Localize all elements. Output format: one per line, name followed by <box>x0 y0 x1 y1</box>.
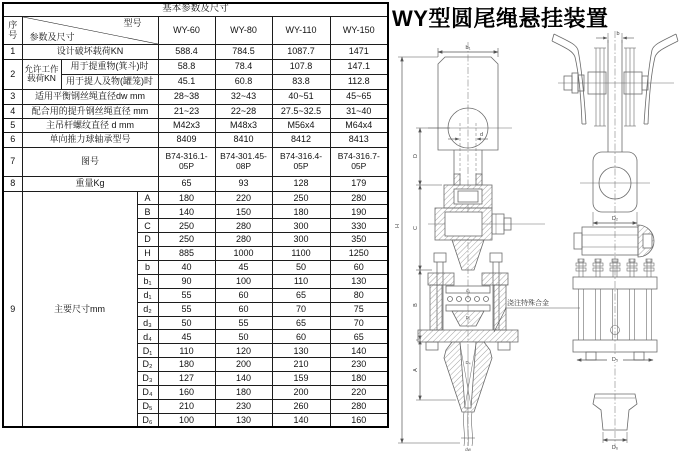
table-cell: 45 <box>215 260 272 274</box>
table-cell: 220 <box>330 385 388 399</box>
table-cell: 230 <box>330 358 388 372</box>
table-cell: M56x4 <box>272 118 330 132</box>
row-no: 6 <box>3 132 22 147</box>
table-cell: D₂ <box>137 358 158 372</box>
header-diagonal-cell <box>22 16 158 44</box>
rope-socket <box>444 342 492 412</box>
table-cell: A <box>137 191 158 205</box>
table-cell: 50 <box>215 330 272 344</box>
rope-tail <box>461 412 475 452</box>
dim-label-d1-inner: d₁ <box>465 288 471 293</box>
table-cell: 50 <box>158 316 215 330</box>
front-view <box>395 42 580 452</box>
dim-label-C: C <box>413 226 419 230</box>
table-cell: 159 <box>272 372 330 386</box>
table-cell: 45.1 <box>158 74 215 89</box>
table-cell: 70 <box>272 302 330 316</box>
row-label: 允许工作载荷KN <box>22 59 61 89</box>
lower-flange <box>418 330 518 342</box>
table-cell: 250 <box>272 191 330 205</box>
row-no: 5 <box>3 118 22 132</box>
table-cell: B74-301.45-08P <box>215 147 272 176</box>
table-cell: 55 <box>158 288 215 302</box>
table-cell: 250 <box>158 219 215 233</box>
header-model-wy60: WY-60 <box>158 16 215 44</box>
table-row <box>3 191 388 205</box>
table-cell: 140 <box>330 344 388 358</box>
table-cell: 140 <box>272 413 330 427</box>
row-label: 配合用的提升钢丝绳直径 mm <box>22 104 158 118</box>
table-cell: 280 <box>215 219 272 233</box>
table-cell: D₃ <box>137 372 158 386</box>
spec-table <box>2 2 389 428</box>
header-model-wy80: WY-80 <box>215 16 272 44</box>
dim-label-dw: dw <box>465 447 471 452</box>
row-sublabel: 用于提人及物(罐笼)时 <box>61 74 158 89</box>
table-cell: 60 <box>215 302 272 316</box>
bottom-flange <box>573 340 657 363</box>
table-cell: 1000 <box>215 247 272 261</box>
table-cell: 140 <box>215 372 272 386</box>
table-row <box>3 104 388 118</box>
table-cell: 8412 <box>272 132 330 147</box>
table-cell: 80 <box>330 288 388 302</box>
table-caption-row <box>3 3 388 16</box>
dim-label-D4-inner: D₄ <box>465 360 471 365</box>
dim-label-D5: D₅ <box>611 357 619 363</box>
table-row <box>3 44 388 59</box>
table-cell: 180 <box>272 205 330 219</box>
table-cell: 8409 <box>158 132 215 147</box>
table-cell: 180 <box>330 372 388 386</box>
table-cell: D <box>137 233 158 247</box>
table-cell: 60 <box>330 260 388 274</box>
table-row <box>3 147 388 176</box>
table-cell: 27.5~32.5 <box>272 104 330 118</box>
table-cell: D₆ <box>137 413 158 427</box>
row-label: 重量Kg <box>22 176 158 191</box>
table-cell: 220 <box>215 191 272 205</box>
header-model-wy150: WY-150 <box>330 16 388 44</box>
table-cell: 22~28 <box>215 104 272 118</box>
table-cell: 179 <box>330 176 388 191</box>
row-no: 3 <box>3 89 22 104</box>
header-model-wy110: WY-110 <box>272 16 330 44</box>
table-cell: 83.8 <box>272 74 330 89</box>
table-row <box>3 176 388 191</box>
table-cell: 280 <box>215 233 272 247</box>
table-cell: 45 <box>158 330 215 344</box>
table-cell: M42x3 <box>158 118 215 132</box>
table-cell: 60 <box>215 288 272 302</box>
table-cell: D₄ <box>137 385 158 399</box>
table-cell: 40 <box>158 260 215 274</box>
table-cell: 588.4 <box>158 44 215 59</box>
table-cell: 65 <box>272 288 330 302</box>
table-row <box>3 59 388 74</box>
row-no: 1 <box>3 44 22 59</box>
table-cell: 130 <box>272 344 330 358</box>
row-label: 适用平衡钢丝绳直径dw mm <box>22 89 158 104</box>
table-cell: B74-316.4-05P <box>272 147 330 176</box>
header-no: 序号 <box>3 16 22 44</box>
table-cell: D₅ <box>137 399 158 413</box>
table-cell: 40~51 <box>272 89 330 104</box>
table-cell: D₁ <box>137 344 158 358</box>
crosshead <box>574 225 654 257</box>
side-view <box>552 31 678 451</box>
table-cell: 260 <box>272 399 330 413</box>
table-cell: 127 <box>158 372 215 386</box>
table-cell: 65 <box>330 330 388 344</box>
dim-label-D: D <box>413 154 419 158</box>
table-cell: 250 <box>158 233 215 247</box>
tapered-shaft <box>452 240 484 270</box>
table-cell: 112.8 <box>330 74 388 89</box>
dim-label-D2: D₂ <box>611 216 619 222</box>
table-cell: 210 <box>272 358 330 372</box>
alloy-annotation <box>494 298 580 332</box>
table-cell: 200 <box>215 358 272 372</box>
table-cell: 1471 <box>330 44 388 59</box>
table-cell: 180 <box>158 358 215 372</box>
table-cell: 160 <box>330 413 388 427</box>
row-no: 8 <box>3 176 22 191</box>
table-cell: 210 <box>158 399 215 413</box>
dim-label-d: d <box>480 132 484 138</box>
dim-rows-body <box>3 191 388 427</box>
dim-label-H: H <box>395 224 401 228</box>
dim-label-b: b <box>616 31 620 37</box>
table-cell: 280 <box>330 191 388 205</box>
page-title: WY型圆尾绳悬挂装置 <box>392 6 609 31</box>
table-cell: 75 <box>330 302 388 316</box>
table-cell: 32~43 <box>215 89 272 104</box>
table-cell: 110 <box>158 344 215 358</box>
table-cell: 8410 <box>215 132 272 147</box>
table-cell: 100 <box>158 413 215 427</box>
table-cell: 190 <box>330 205 388 219</box>
table-cell: 300 <box>272 219 330 233</box>
table-cell: 350 <box>330 233 388 247</box>
technical-drawing <box>390 28 680 452</box>
table-row <box>3 74 388 89</box>
dim-label-b1: b₁ <box>465 45 471 51</box>
table-cell: 60.8 <box>215 74 272 89</box>
table-cell: 147.1 <box>330 59 388 74</box>
table-cell: 60 <box>272 330 330 344</box>
table-cell: 45~65 <box>330 89 388 104</box>
header-param-label: 参数及尺寸 <box>29 32 75 43</box>
table-cell: 180 <box>215 385 272 399</box>
table-cell: 160 <box>158 385 215 399</box>
table-cell: 784.5 <box>215 44 272 59</box>
table-cell: 230 <box>215 399 272 413</box>
table-cell: 65 <box>158 176 215 191</box>
table-cell: 110 <box>272 274 330 288</box>
table-cell: 280 <box>330 399 388 413</box>
drawing-svg <box>390 28 680 452</box>
row-label: 设计破坏载荷KN <box>22 44 158 59</box>
table-cell: 300 <box>272 233 330 247</box>
dim-label-B: B <box>413 303 419 307</box>
table-cell: 1087.7 <box>272 44 330 59</box>
row-no: 2 <box>3 59 22 89</box>
table-cell: d₁ <box>137 288 158 302</box>
header-model-label: 型号 <box>123 17 142 28</box>
table-cell: 9 <box>3 191 22 427</box>
table-cell: 130 <box>215 413 272 427</box>
table-header-row <box>3 16 388 44</box>
table-cell: d₃ <box>137 316 158 330</box>
table-cell: 31~40 <box>330 104 388 118</box>
table-cell: B74-316.7-05P <box>330 147 388 176</box>
table-cell: d₂ <box>137 302 158 316</box>
table-cell: 885 <box>158 247 215 261</box>
table-cell: B <box>137 205 158 219</box>
table-cell: 180 <box>158 191 215 205</box>
table-cell: M64x4 <box>330 118 388 132</box>
table-cell: 130 <box>330 274 388 288</box>
table-cell: 主要尺寸mm <box>22 191 137 427</box>
row-label: 图号 <box>22 147 158 176</box>
table-cell: 1100 <box>272 247 330 261</box>
table-cell: 55 <box>215 316 272 330</box>
table-cell: M48x3 <box>215 118 272 132</box>
row-label: 单向推力球轴承型号 <box>22 132 158 147</box>
table-cell: 140 <box>158 205 215 219</box>
table-cell: 78.4 <box>215 59 272 74</box>
table-cell: 21~23 <box>158 104 215 118</box>
table-cell: B74-316.1-05P <box>158 147 215 176</box>
table-cell: C <box>137 219 158 233</box>
table-cell: H <box>137 247 158 261</box>
table-cell: 200 <box>272 385 330 399</box>
table-cell: 107.8 <box>272 59 330 74</box>
table-row <box>3 118 388 132</box>
table-cell: b₁ <box>137 274 158 288</box>
row-no: 4 <box>3 104 22 118</box>
table-cell: 50 <box>272 260 330 274</box>
dim-H <box>395 57 460 443</box>
dim-label-D1-inner: D₁ <box>465 315 471 320</box>
table-row <box>3 89 388 104</box>
table-cell: 28~38 <box>158 89 215 104</box>
table-cell: d₄ <box>137 330 158 344</box>
row-label: 主吊杆螺纹直径 d mm <box>22 118 158 132</box>
table-cell: 58.8 <box>158 59 215 74</box>
table-row <box>3 132 388 147</box>
table-cell: 128 <box>272 176 330 191</box>
row-no: 7 <box>3 147 22 176</box>
table-cell: 330 <box>330 219 388 233</box>
table-caption: 基本参数及尺寸 <box>3 3 388 16</box>
row-sublabel: 用于提重物(箕斗)时 <box>61 59 158 74</box>
table-cell: 65 <box>272 316 330 330</box>
table-cell: 90 <box>158 274 215 288</box>
table-cell: 1250 <box>330 247 388 261</box>
table-cell: b <box>137 260 158 274</box>
dim-label-D6: D₆ <box>611 445 619 451</box>
table-cell: 8413 <box>330 132 388 147</box>
alloy-annotation-text: 浇注特殊合金 <box>507 300 549 307</box>
table-cell: 100 <box>215 274 272 288</box>
table-cell: 93 <box>215 176 272 191</box>
table-cell: 120 <box>215 344 272 358</box>
dim-label-A: A <box>413 368 419 372</box>
table-cell: 55 <box>158 302 215 316</box>
table-cell: 70 <box>330 316 388 330</box>
table-cell: 150 <box>215 205 272 219</box>
